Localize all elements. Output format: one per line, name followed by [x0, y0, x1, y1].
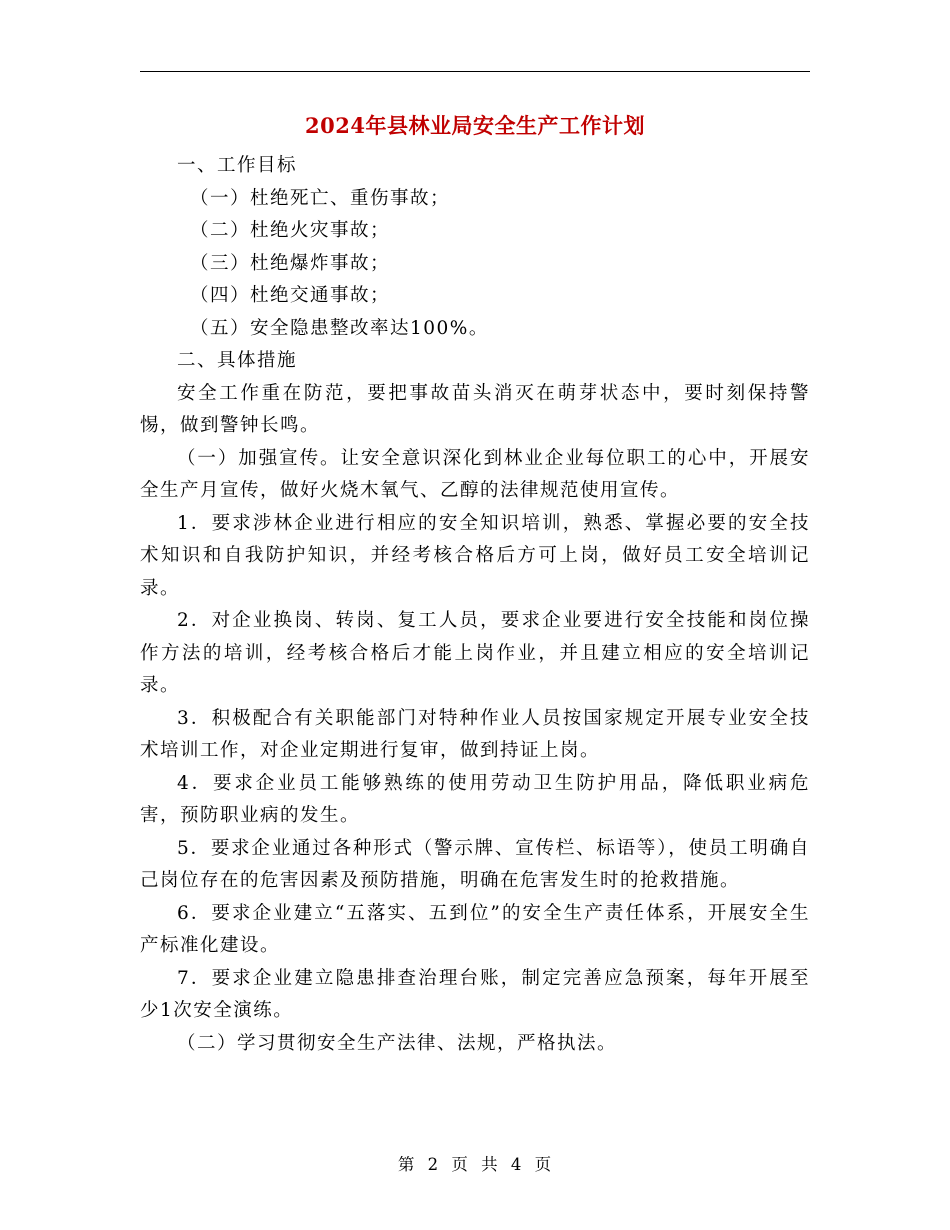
document-title: 2024年县林业局安全生产工作计划	[305, 113, 645, 138]
paragraph-publicity: （一）加强宣传。让安全意识深化到林业企业每位职工的心中，开展安全生产月宣传，做好火烧木氧气、乙醇的法律规范使用宣传。	[140, 447, 810, 501]
goal-item-3: （三）杜绝爆炸事故；	[190, 252, 391, 274]
goal-item-4: （四）杜绝交通事故；	[190, 285, 391, 306]
goal-item-5: （五）安全隐患整改率达100%。	[190, 317, 489, 339]
measure-item-5: 5．要求企业通过各种形式（警示牌、宣传栏、标语等），使员工明确自己岗位存在的危害因素及预防措施，明确在危害发生时的抢救措施。	[140, 837, 810, 891]
measure-item-1: 1．要求涉林企业进行相应的安全知识培训，熟悉、掌握必要的安全技术知识和自我防护知识，并经考核合格后方可上岗，做好员工安全培训记录。	[140, 512, 810, 599]
goal-item-2: （二）杜绝火灾事故；	[190, 220, 391, 241]
document-body	[140, 150, 810, 1060]
measure-item-7: 7．要求企业建立隐患排查治理台账，制定完善应急预案，每年开展至少1次安全演练。	[140, 967, 810, 1021]
measure-item-4: 4．要求企业员工能够熟练的使用劳动卫生防护用品，降低职业病危害，预防职业病的发生。	[140, 772, 810, 826]
header-rule	[140, 71, 810, 72]
paragraph-intro: 安全工作重在防范，要把事故苗头消灭在萌芽状态中，要时刻保持警惕，做到警钟长鸣。	[140, 382, 810, 436]
page-number-footer: 第 2 页 共 4 页	[397, 1155, 553, 1174]
measure-item-3: 3．积极配合有关职能部门对特种作业人员按国家规定开展专业安全技术培训工作，对企业定期进行复审，做到持证上岗。	[140, 707, 810, 761]
goal-item-1: （一）杜绝死亡、重伤事故；	[190, 187, 451, 209]
measure-item-6: 6．要求企业建立“五落实、五到位”的安全生产责任体系，开展安全生产标准化建设。	[140, 902, 810, 956]
paragraph-law-enforcement: （二）学习贯彻安全生产法律、法规，严格执法。	[177, 1032, 618, 1054]
section-heading-goals: 一、工作目标	[177, 155, 298, 176]
measure-item-2: 2．对企业换岗、转岗、复工人员，要求企业要进行安全技能和岗位操作方法的培训，经考核合格后才能上岗作业，并且建立相应的安全培训记录。	[140, 610, 810, 696]
section-heading-measures: 二、具体措施	[177, 350, 298, 371]
